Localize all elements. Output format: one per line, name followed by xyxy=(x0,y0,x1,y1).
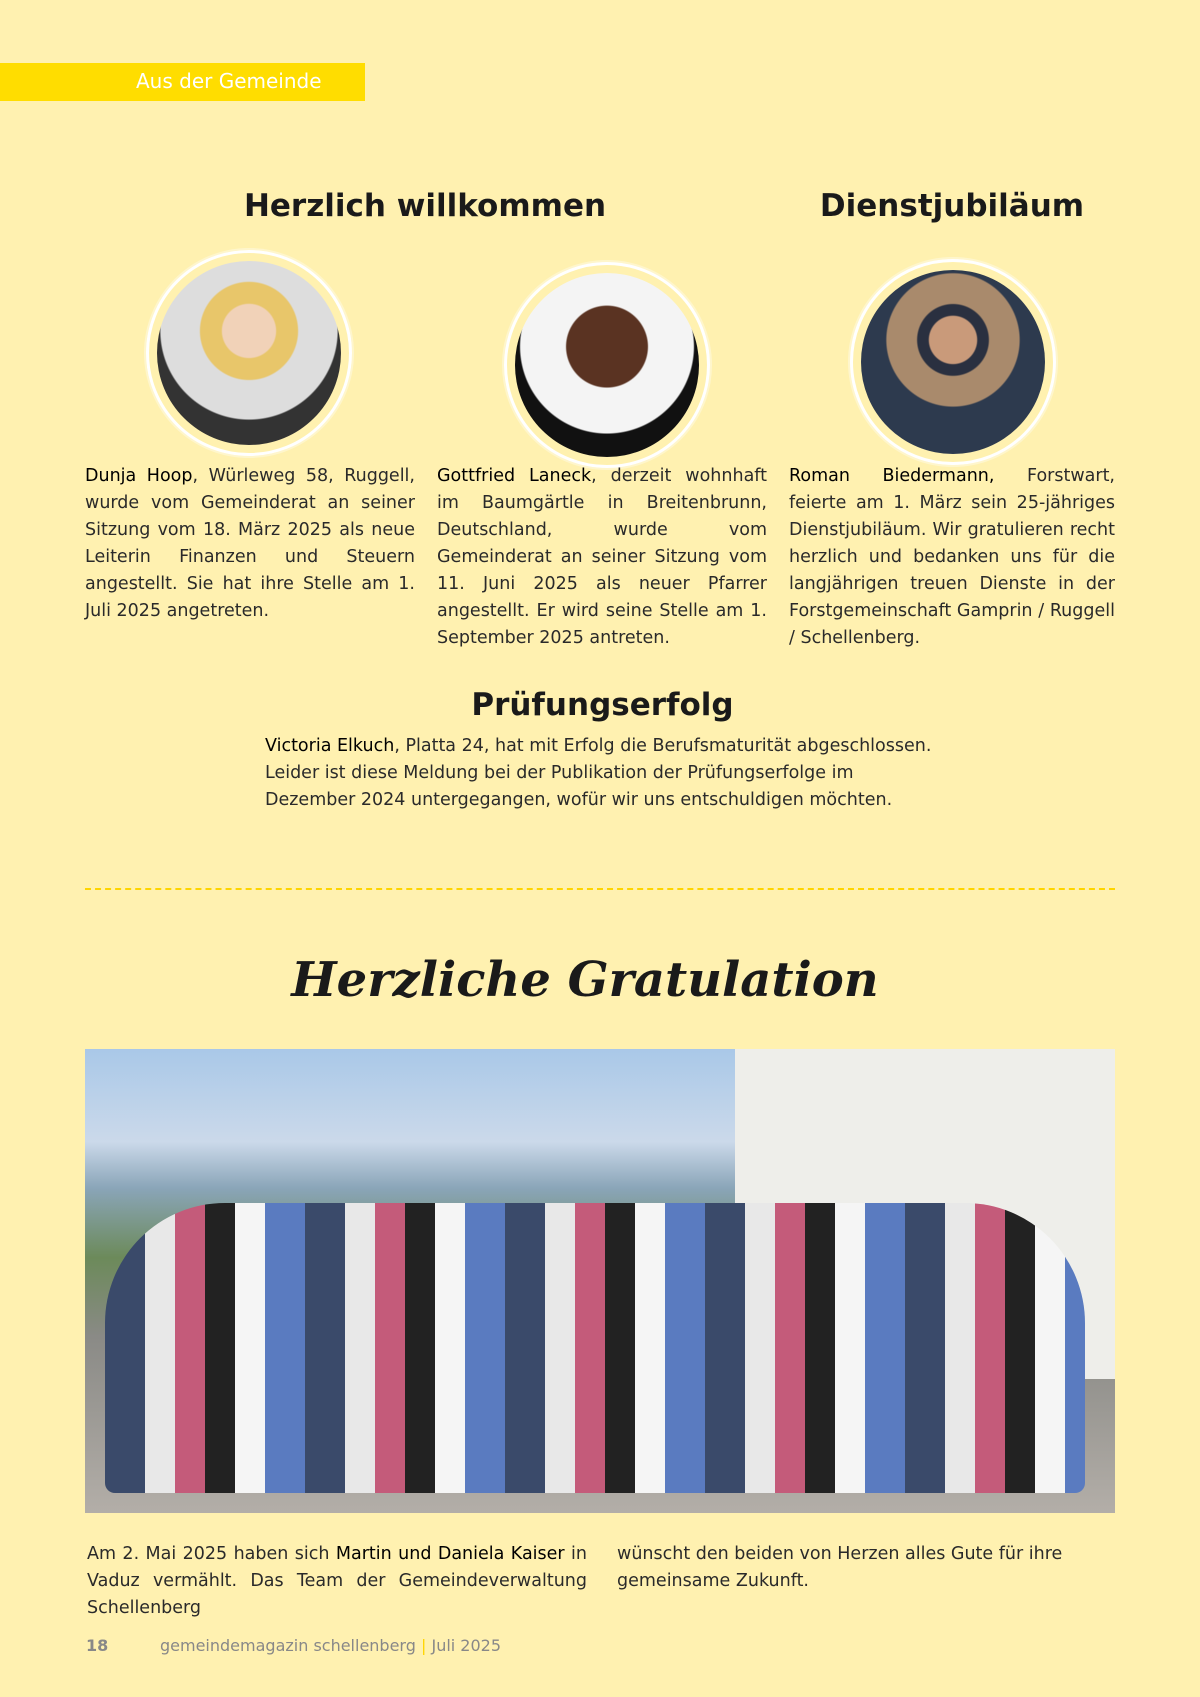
jubilee-heading: Dienstjubiläum xyxy=(819,188,1085,224)
issue-date: Juli 2025 xyxy=(431,1636,502,1655)
person-name: Roman Biedermann, xyxy=(789,466,995,486)
couple-names: Martin und Daniela Kaiser xyxy=(335,1544,565,1564)
jubilee-text-biedermann xyxy=(789,463,1115,652)
congrats-caption-left xyxy=(87,1541,587,1622)
caption-text: Am 2. Mai 2025 haben sich xyxy=(87,1544,336,1564)
caption-text: in Vaduz vermählt. Das Team der Gemeindeverwaltung Schellenberg xyxy=(87,1544,587,1618)
person-name: Dunja Hoop xyxy=(85,466,193,486)
welcome-text-hoop xyxy=(85,463,415,625)
section-label: Aus der Gemeinde xyxy=(136,69,322,93)
person-name: Victoria Elkuch xyxy=(265,736,395,756)
welcome-text-laneck xyxy=(437,463,767,652)
congrats-heading: Herzliche Gratulation xyxy=(291,952,879,1008)
footer-magazine: gemeindemagazin schellenberg | Juli 2025 xyxy=(160,1636,502,1655)
exam-body: , Platta 24, hat mit Erfolg die Berufsmaturität abgeschlossen. Leider ist diese Meldung bei der Publikation der Prüfungserfolge im Dezember 2024 untergegangen, wofür wir uns entschuldigen möchten. xyxy=(265,736,932,810)
portrait-dunja-hoop xyxy=(146,250,352,456)
welcome-heading: Herzlich willkommen xyxy=(243,188,607,224)
person-text: Forstwart, feierte am 1. März sein 25-jähriges Dienstjubiläum. Wir gratulieren recht herzlich und bedanken uns für die langjährigen treuen Dienste in der Forstgemeinschaft Gamprin / Ruggell / Schellenberg. xyxy=(789,466,1115,648)
congrats-caption-right: wünscht den beiden von Herzen alles Gute für ihre gemeinsame Zukunft. xyxy=(617,1544,1063,1591)
page-number: 18 xyxy=(86,1636,109,1655)
portrait-gottfried-laneck xyxy=(504,262,710,468)
exam-text xyxy=(265,733,945,814)
wedding-group-photo xyxy=(85,1049,1115,1513)
person-text: , derzeit wohnhaft im Baumgärtle in Breitenbrunn, Deutschland, wurde vom Gemeinderat an seiner Sitzung vom 11. Juni 2025 als neuer Pfarrer angestellt. Er wird seine Stelle am 1. September 2025 antreten. xyxy=(437,466,768,648)
person-text: , Würleweg 58, Ruggell, wurde vom Gemeinderat an seiner Sitzung vom 18. März 2025 als neue Leiterin Finanzen und Steuern angestellt. Sie hat ihre Stelle am 1. Juli 2025 angetreten. xyxy=(85,466,415,621)
section-divider xyxy=(85,888,1115,890)
section-header-bar xyxy=(0,63,365,101)
portrait-roman-biedermann xyxy=(850,259,1056,465)
exam-heading: Prüfungserfolg xyxy=(471,687,734,723)
magazine-name: gemeindemagazin schellenberg xyxy=(160,1636,416,1655)
person-name: Gottfried Laneck xyxy=(437,466,592,486)
